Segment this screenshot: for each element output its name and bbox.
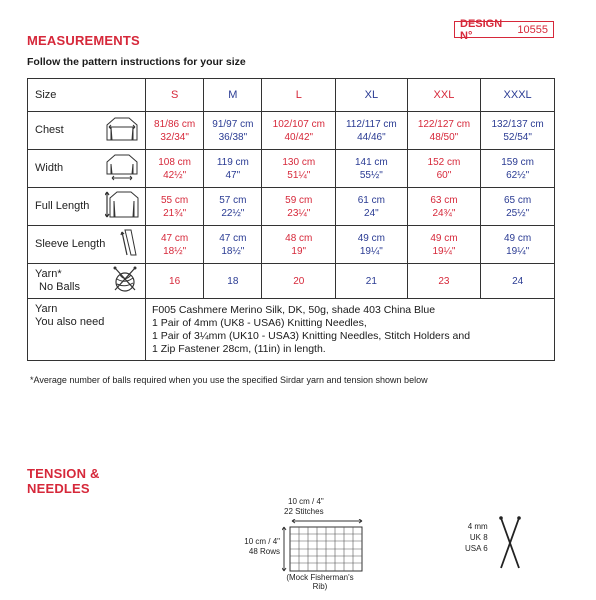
materials-text — [146, 299, 555, 361]
sleeve-length-xxxl: 49 cm 19¼" — [481, 226, 555, 264]
chest-xxl: 122/127 cm 48/50" — [407, 112, 481, 150]
chest-label-cell: Chest — [28, 112, 146, 150]
gauge-stitch-name: (Mock Fisherman's Rib) — [286, 573, 354, 591]
width-xl: 141 cm 55½" — [336, 150, 408, 188]
materials-label-cell: Yarn You also need — [28, 299, 146, 361]
measurements-heading: MEASUREMENTS — [27, 33, 140, 48]
materials-line: F005 Cashmere Merino Silk, DK, 50g, shade 403 China Blue — [152, 303, 436, 316]
gauge-grid-icon — [282, 519, 366, 573]
chest-xxxl: 132/137 cm 52/54" — [481, 112, 555, 150]
size-l: L — [262, 79, 336, 112]
yarn-balls-label-cell: Yarn* No Balls — [28, 264, 146, 299]
size-s: S — [146, 79, 204, 112]
chest-row — [28, 112, 555, 150]
needle-uk: UK 8 — [469, 533, 488, 542]
gauge-height-label: 10 cm / 4" — [244, 537, 280, 546]
sleeve-length-xxl: 49 cm 19¼" — [407, 226, 481, 264]
crossed-needles-icon — [497, 514, 523, 570]
width-l: 130 cm 51¼" — [262, 150, 336, 188]
materials-line: 1 Pair of 4mm (UK8 - USA6) Knitting Needles, — [152, 316, 367, 329]
yarn-balls-m: 18 — [204, 264, 262, 299]
yarn-balls-row — [28, 264, 555, 299]
chest-xl: 112/117 cm 44/46" — [336, 112, 408, 150]
sleeve-length-row — [28, 226, 555, 264]
full-length-icon — [105, 190, 139, 224]
width-icon — [105, 153, 139, 185]
design-label: DESIGN N° — [460, 17, 503, 42]
gauge-width-label: 10 cm / 4" — [288, 497, 324, 506]
tension-gauge — [230, 497, 380, 597]
sleeve-length-s: 47 cm 18½" — [146, 226, 204, 264]
width-m: 119 cm 47" — [204, 150, 262, 188]
measurements-table — [27, 78, 555, 361]
width-row — [28, 150, 555, 188]
design-number-box — [454, 17, 554, 42]
size-xxl: XXL — [407, 79, 481, 112]
size-xxxl: XXXL — [481, 79, 555, 112]
sleeve-length-icon — [119, 228, 139, 262]
yarn-balls-s: 16 — [146, 264, 204, 299]
tension-heading: TENSION & NEEDLES — [27, 466, 100, 496]
sleeve-length-m: 47 cm 18½" — [204, 226, 262, 264]
gauge-rows: 48 Rows — [248, 547, 280, 556]
size-label-cell: Size — [28, 79, 146, 112]
size-xl: XL — [336, 79, 408, 112]
full-length-l: 59 cm 23¼" — [262, 188, 336, 226]
materials-row — [28, 299, 555, 361]
chest-m: 91/97 cm 36/38" — [204, 112, 262, 150]
yarn-ball-icon — [111, 266, 139, 296]
yarn-balls-xxl: 23 — [407, 264, 481, 299]
width-label-cell: Width — [28, 150, 146, 188]
needle-size-info — [465, 521, 488, 554]
sleeve-length-xl: 49 cm 19¼" — [336, 226, 408, 264]
full-length-label-cell: Full Length — [28, 188, 146, 226]
full-length-xl: 61 cm 24" — [336, 188, 408, 226]
width-xxl: 152 cm 60" — [407, 150, 481, 188]
instruction-text: Follow the pattern instructions for your size — [27, 56, 246, 68]
full-length-m: 57 cm 22½" — [204, 188, 262, 226]
gauge-stitches: 22 Stitches — [284, 507, 324, 516]
size-m: M — [204, 79, 262, 112]
chest-icon — [105, 115, 139, 147]
materials-line: 1 Zip Fastener 28cm, (11in) in length. — [152, 342, 326, 355]
width-xxxl: 159 cm 62½" — [481, 150, 555, 188]
chest-l: 102/107 cm 40/42" — [262, 112, 336, 150]
needle-usa: USA 6 — [465, 544, 488, 553]
materials-line: 1 Pair of 3¼mm (UK10 - USA3) Knitting Needles, Stitch Holders and — [152, 329, 471, 342]
yarn-balls-l: 20 — [262, 264, 336, 299]
yarn-balls-xxxl: 24 — [481, 264, 555, 299]
full-length-row — [28, 188, 555, 226]
full-length-xxxl: 65 cm 25½" — [481, 188, 555, 226]
sleeve-length-label-cell: Sleeve Length — [28, 226, 146, 264]
sleeve-length-l: 48 cm 19" — [262, 226, 336, 264]
full-length-s: 55 cm 21¾" — [146, 188, 204, 226]
design-number: 10555 — [517, 23, 548, 36]
yarn-balls-xl: 21 — [336, 264, 408, 299]
size-row — [28, 79, 555, 112]
width-s: 108 cm 42½" — [146, 150, 204, 188]
footnote: *Average number of balls required when you use the specified Sirdar yarn and tension shown below — [30, 375, 428, 385]
needle-metric: 4 mm — [467, 522, 488, 531]
full-length-xxl: 63 cm 24¾" — [407, 188, 481, 226]
chest-s: 81/86 cm 32/34" — [146, 112, 204, 150]
